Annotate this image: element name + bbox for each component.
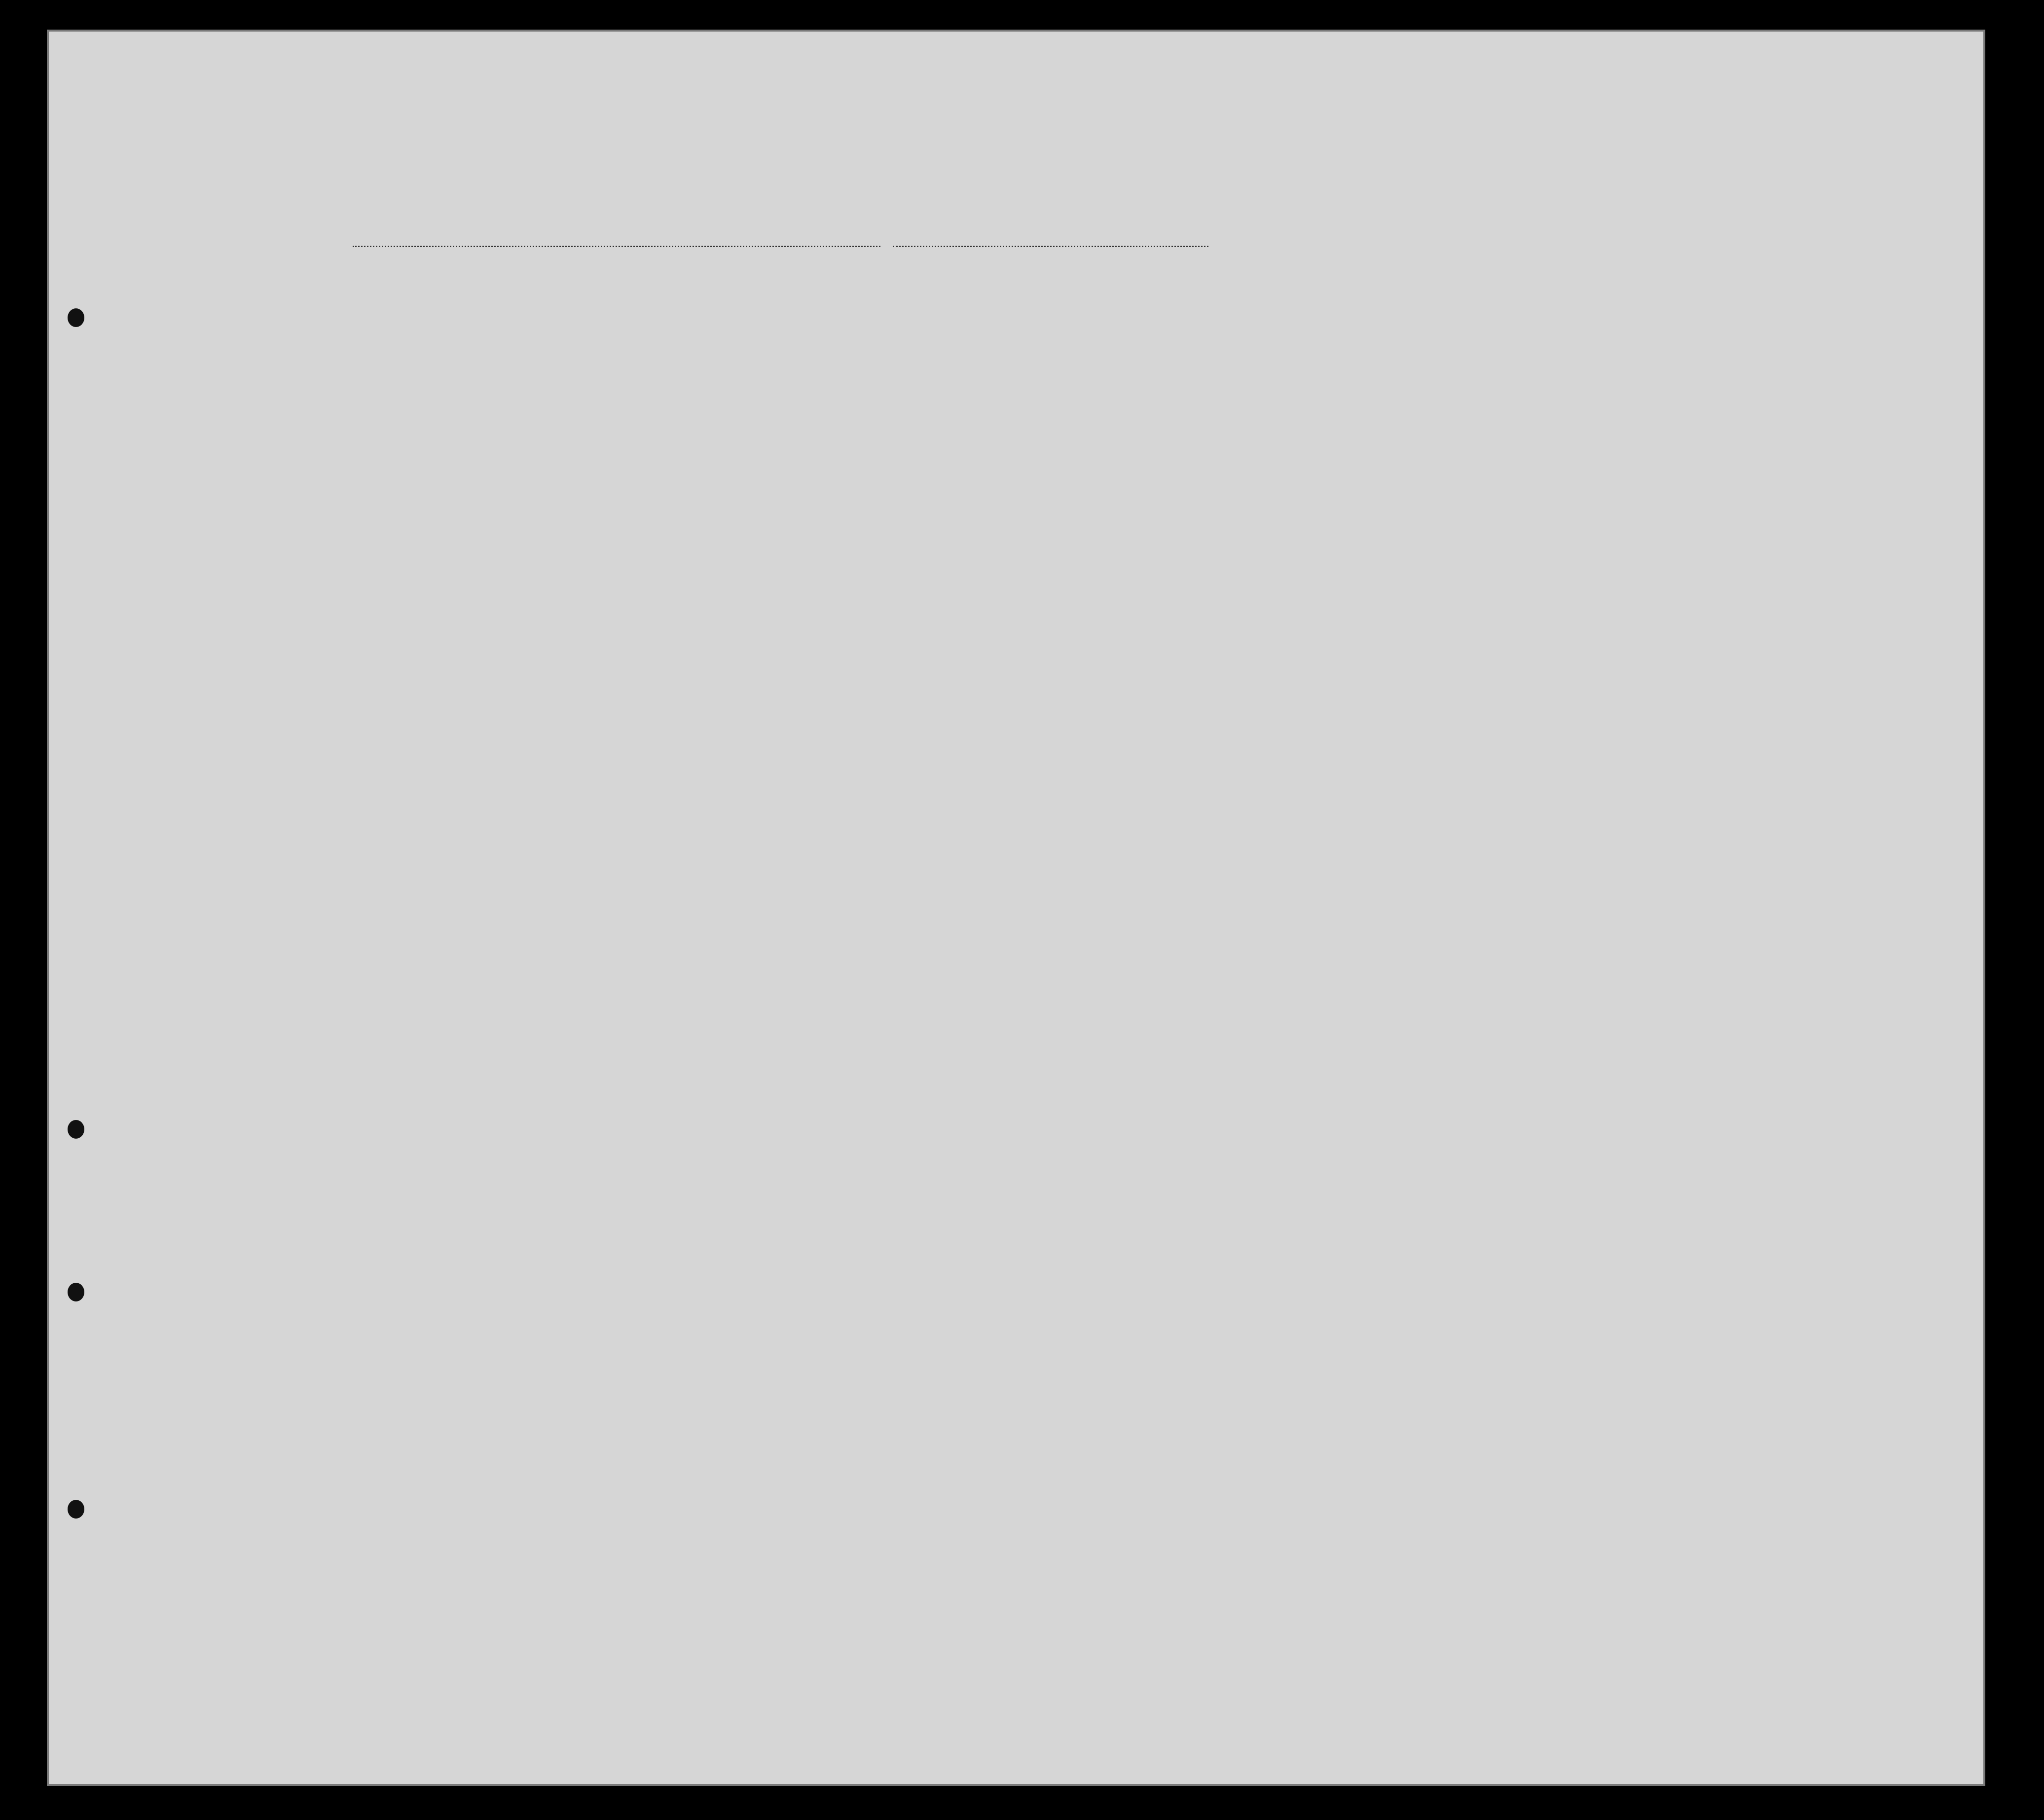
header-purpose-return — [1184, 328, 1218, 427]
binder-hole — [68, 1283, 84, 1301]
binder-hole — [68, 1500, 84, 1519]
header-purpose-length — [1222, 328, 1252, 427]
header-labor-offer — [1443, 301, 1475, 427]
header-ticket — [589, 301, 609, 424]
header-excluded — [1481, 301, 1500, 427]
header-question-28 — [1390, 301, 1437, 427]
header-purpose-citizen — [1257, 328, 1286, 427]
binder-hole — [68, 308, 84, 327]
header-money — [714, 296, 734, 424]
header-prison — [1298, 301, 1333, 427]
binder-hole — [68, 1120, 84, 1139]
header-polygamist — [1341, 301, 1355, 427]
header-deported — [1507, 301, 1527, 427]
header-anarchist — [1364, 301, 1379, 427]
